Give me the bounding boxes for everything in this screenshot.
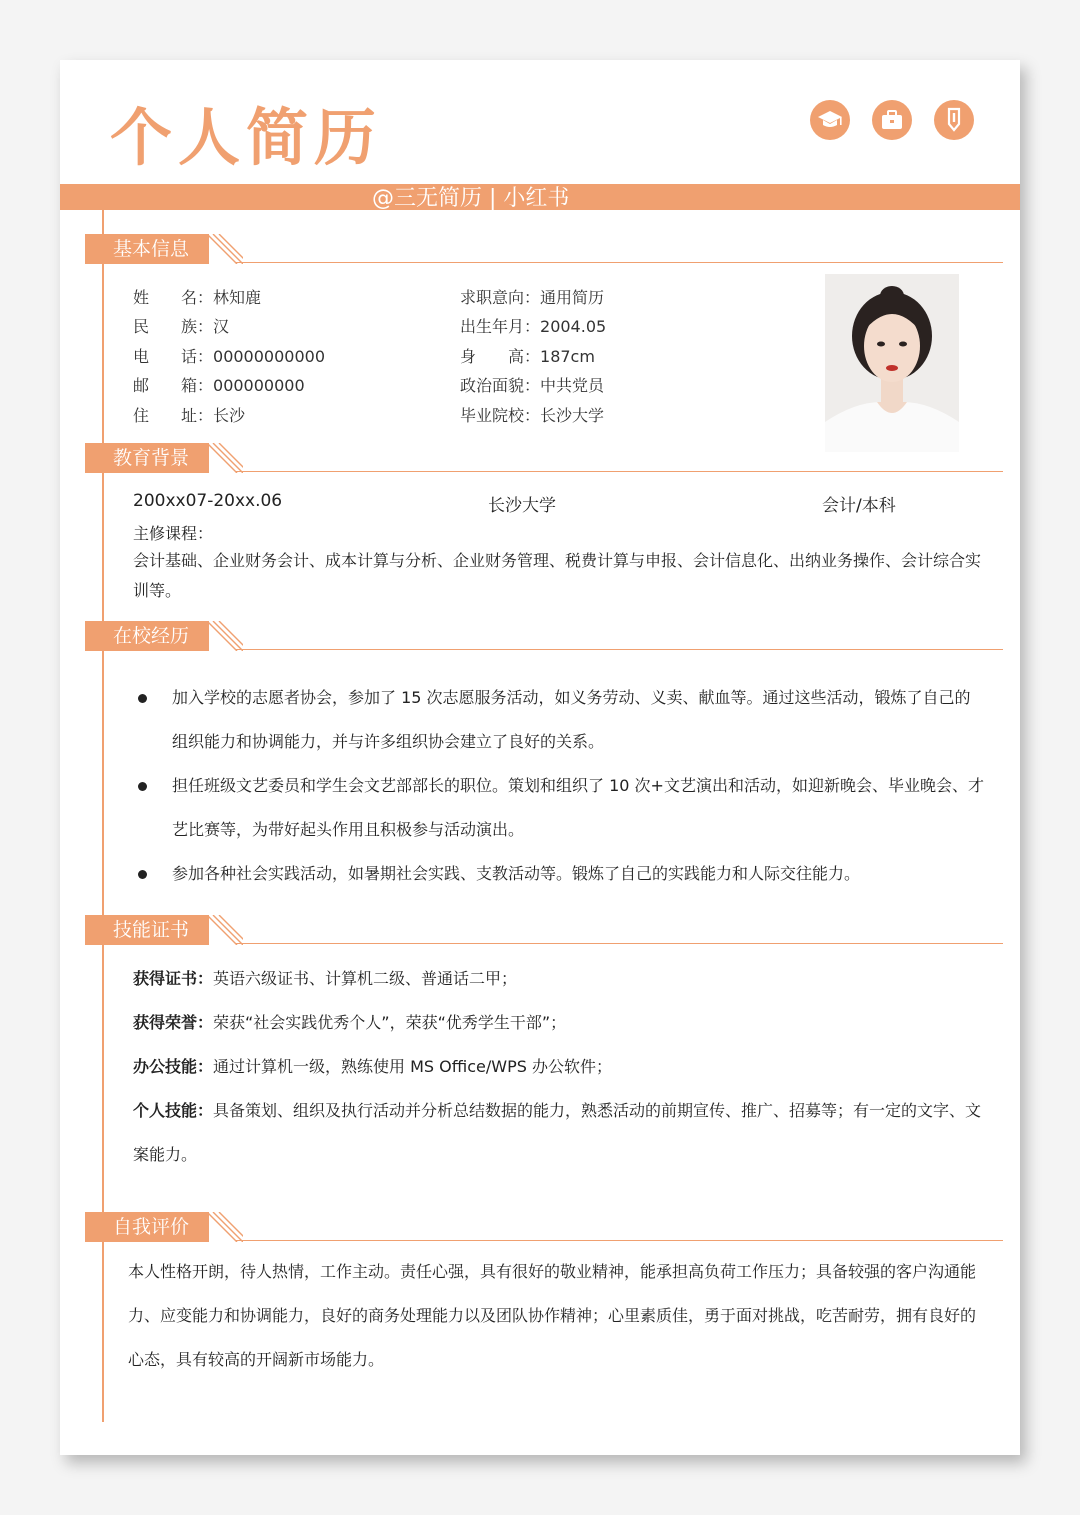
basic-school-row: 毕业院校：长沙大学 <box>460 406 605 425</box>
section-self-eval <box>85 1212 1003 1246</box>
section-title: 技能证书 <box>113 919 190 941</box>
basic-name-row: 姓 名：林知鹿 <box>133 288 262 307</box>
skill-certificates: 获得证书：英语六级证书、计算机二级、普通话二甲； <box>133 969 518 988</box>
courses-label: 主修课程： <box>133 524 214 543</box>
pencil-icon <box>934 100 974 140</box>
skill-personal: 个人技能：具备策划、组织及执行活动并分析总结数据的能力，熟悉活动的前期宣传、推广、招募等；有一定的文字、文案能力。 <box>133 1101 982 1164</box>
resume-sheet <box>60 60 1020 1455</box>
basic-address-row: 住 址：长沙 <box>133 406 246 425</box>
bullet-icon <box>138 694 147 703</box>
section-rule <box>235 1240 1003 1241</box>
skill-honors: 获得荣誉：荣获“社会实践优秀个人”，荣获“优秀学生干部”； <box>133 1013 567 1032</box>
section-title: 教育背景 <box>113 447 190 469</box>
basic-objective-row: 求职意向：通用简历 <box>460 288 605 307</box>
basic-politics-row: 政治面貌：中共党员 <box>460 376 605 395</box>
list-item: 担任班级文艺委员和学生会文艺部部长的职位。策划和组织了 10 次+文艺演出和活动，如迎新晚会、毕业晚会、才艺比赛等，为带好起头作用且积极参与活动演出。 <box>134 764 984 852</box>
skill-office: 办公技能：通过计算机一级，熟练使用 MS Office/WPS 办公软件； <box>133 1057 612 1076</box>
header-icons <box>810 100 974 140</box>
courses-text: 会计基础、企业财务会计、成本计算与分析、企业财务管理、税费计算与申报、会计信息化、出纳业务操作、会计综合实训等。 <box>133 551 982 600</box>
stripes-decoration <box>203 234 243 264</box>
section-skills <box>85 915 1003 949</box>
campus-list <box>134 676 984 896</box>
list-item: 参加各种社会实践活动，如暑期社会实践、支教活动等。锻炼了自己的实践能力和人际交往能力。 <box>134 852 984 896</box>
basic-phone-row: 电 话：00000000000 <box>133 347 325 366</box>
section-title: 自我评价 <box>113 1216 190 1238</box>
self-eval-text: 本人性格开朗，待人热情，工作主动。责任心强，具有很好的敬业精神，能承担高负荷工作压力；具备较强的客户沟通能力、应变能力和协调能力，良好的商务处理能力以及团队协作精神；心里素质佳，勇于面对挑战，吃苦耐劳，拥有良好的心态，具有较高的开阔新市场能力。 <box>128 1262 977 1369</box>
basic-ethnicity-row: 民 族：汉 <box>133 317 230 336</box>
graduation-cap-icon <box>810 100 850 140</box>
stripes-decoration <box>203 1212 243 1242</box>
section-rule <box>235 471 1003 472</box>
section-title: 在校经历 <box>113 625 190 647</box>
stripes-decoration <box>203 915 243 945</box>
bullet-icon <box>138 782 147 791</box>
page-title: 个人简历 <box>110 101 383 174</box>
education-period: 200xx07-20xx.06 <box>133 491 283 511</box>
education-major: 会计/本科 <box>822 496 896 516</box>
profile-photo <box>825 274 959 452</box>
section-rule <box>235 262 1003 263</box>
section-rule <box>235 649 1003 650</box>
section-education <box>85 443 1003 477</box>
basic-email-row: 邮 箱：000000000 <box>133 376 305 395</box>
section-title: 基本信息 <box>113 238 190 260</box>
basic-birth-row: 出生年月：2004.05 <box>460 317 607 336</box>
list-item: 加入学校的志愿者协会，参加了 15 次志愿服务活动，如义务劳动、义卖、献血等。通过这些活动，锻炼了自己的组织能力和协调能力，并与许多组织协会建立了良好的关系。 <box>134 676 984 764</box>
section-campus <box>85 621 1003 655</box>
stripes-decoration <box>203 621 243 651</box>
basic-height-row: 身 高：187cm <box>460 347 595 366</box>
banner-text: @三无简历 | 小红书 <box>372 186 570 210</box>
bullet-icon <box>138 870 147 879</box>
briefcase-icon <box>872 100 912 140</box>
stripes-decoration <box>203 443 243 473</box>
section-basic-info <box>85 234 1003 268</box>
section-rule <box>235 943 1003 944</box>
education-school: 长沙大学 <box>488 496 556 516</box>
